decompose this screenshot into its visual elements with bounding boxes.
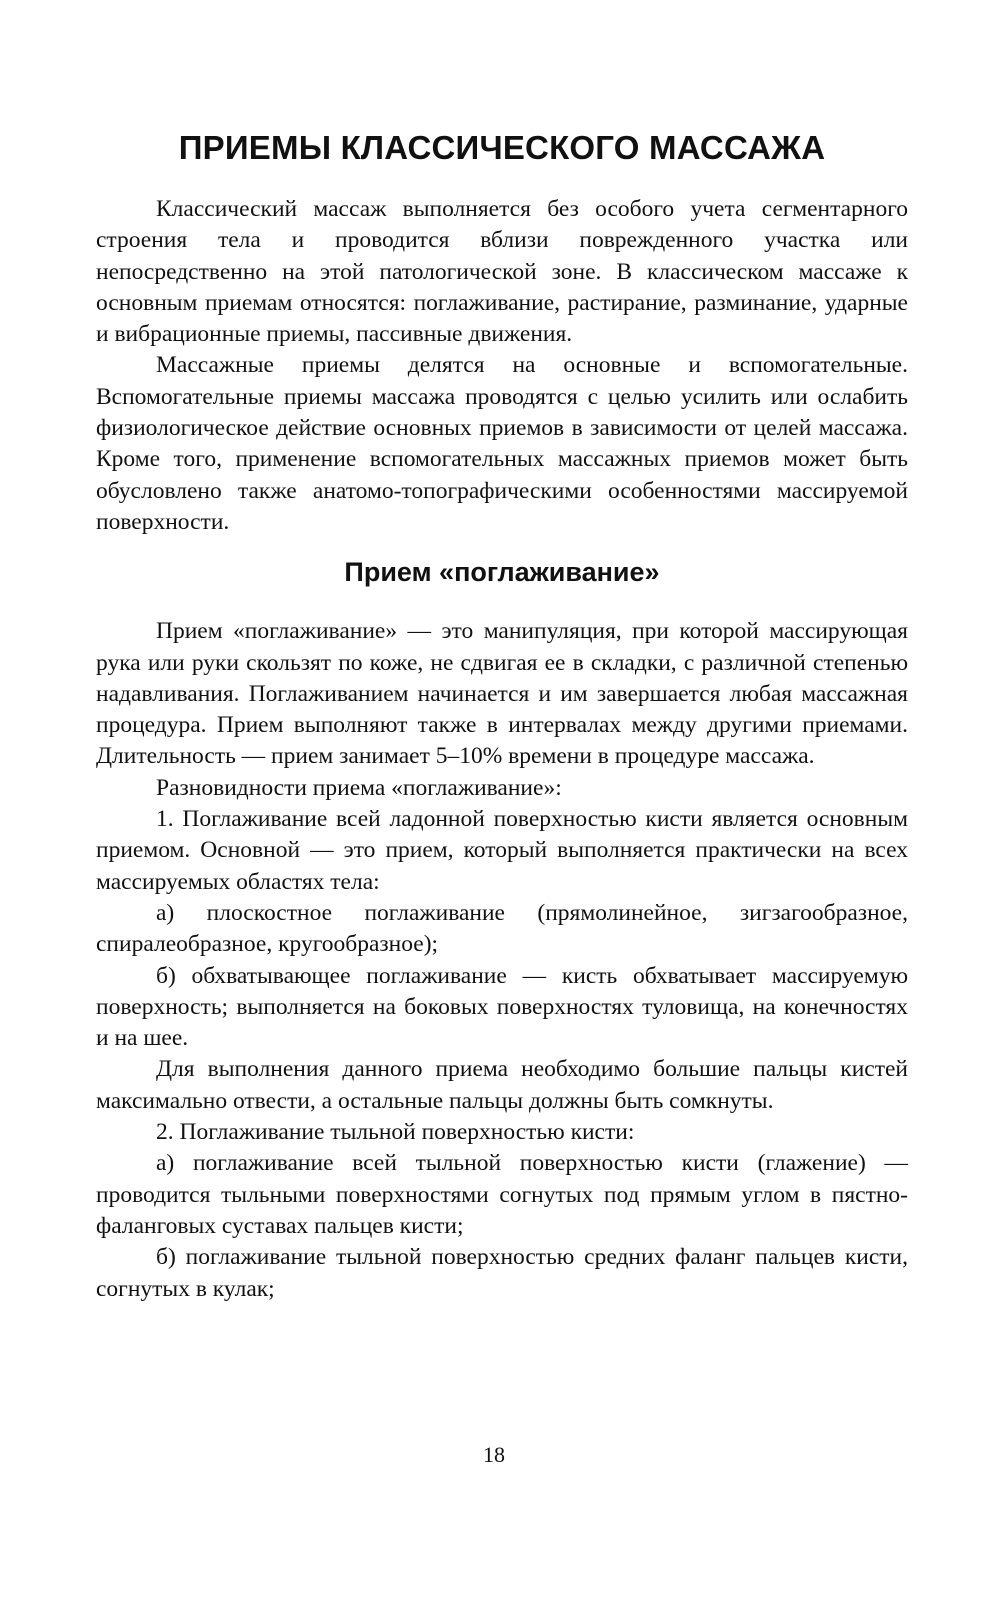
list-item-2: 2. Поглаживание тыльной поверхностью кисти: — [156, 1119, 635, 1146]
chapter-title: ПРИЕМЫ КЛАССИЧЕСКОГО МАССАЖА — [178, 129, 826, 166]
section-paragraph: Прием «поглаживание» — это манипуляция, при которой массирующая рука или руки скользят по коже, не сдвигая ее в складки, с различной степенью надавливания. Поглаживанием начинается и им завершается любая массажная процедура. Прием выполняют также в интервалах между другими приемами. Длительность — прием занимает 5–10% времени в процедуре массажа. — [96, 618, 908, 770]
variants-heading: Разновидности приема «поглаживание»: — [156, 774, 562, 801]
section-paragraph: Для выполнения данного приема необходимо большие пальцы кистей максимально отвести, а остальные пальцы должны быть сомкнуты. — [96, 1056, 908, 1114]
sub-item-a: а) поглаживание всей тыльной поверхностью кисти (глажение) — проводится тыльными поверхностями согнутых под прямым углом в пястно-фаланговых суставах пальцев кисти; — [96, 1150, 908, 1239]
section-title: Прием «поглаживание» — [344, 557, 660, 588]
intro-paragraph: Классический массаж выполняется без особого учета сегментарного строения тела и проводится вблизи поврежденного участка или непосредственно на этой патологической зоне. В классическом массаже к основным приемам относятся: поглаживание, растирание, разминание, ударные и вибрационные приемы, пассивные движения. — [96, 196, 908, 348]
sub-item-a: а) плоскостное поглаживание (прямолинейное, зигзагообразное, спиралеобразное, кругообразное); — [96, 899, 908, 958]
intro-paragraph: Массажные приемы делятся на основные и вспомогательные. Вспомогательные приемы массажа проводятся с целью усилить или ослабить физиологическое действие основных приемов в зависимости от целей массажа. Кроме того, применение вспомогательных массажных приемов может быть обусловлено также анатомо-топографическими особенностями массируемой поверхности. — [96, 352, 908, 535]
page-content — [96, 128, 908, 1305]
list-item-1: 1. Поглаживание всей ладонной поверхностью кисти является основным приемом. Основной — это прием, который выполняется практически на всех массируемых областях тела: — [96, 806, 908, 895]
sub-item-b: б) поглаживание тыльной поверхностью средних фаланг пальцев кисти, согнутых в кулак; — [96, 1244, 908, 1302]
sub-item-b: б) обхватывающее поглаживание — кисть обхватывает массируемую поверхность; выполняется на боковых поверхностях туловища, на конечностях и на шее. — [96, 962, 908, 1052]
page-number: 18 — [483, 1442, 505, 1467]
